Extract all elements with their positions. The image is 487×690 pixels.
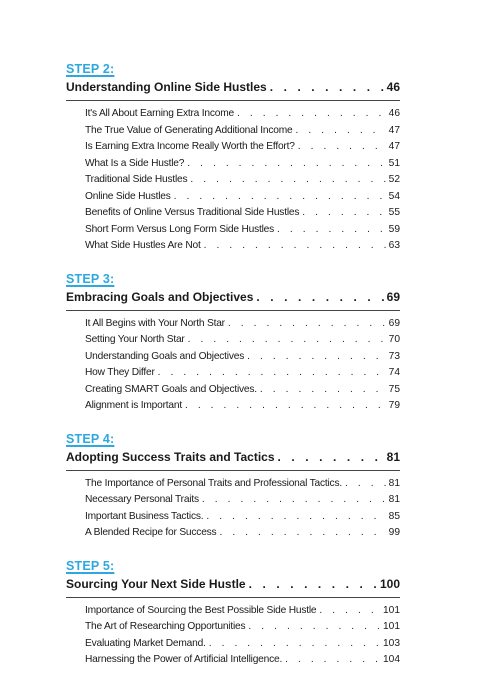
entry-page-number: 81	[388, 494, 400, 505]
entry-title: Creating SMART Goals and Objectives.	[85, 383, 257, 395]
entry-title: Harnessing the Power of Artificial Intelligence.	[85, 654, 283, 665]
dot-leader	[296, 123, 386, 140]
chapter-title: Embracing Goals and Objectives	[66, 289, 254, 304]
dot-leader	[206, 509, 385, 526]
dot-leader	[260, 382, 386, 399]
dot-leader	[237, 106, 386, 123]
entry-title: How They Differ	[85, 367, 155, 378]
chapter-heading[interactable]	[66, 287, 400, 311]
table-of-contents	[66, 62, 400, 686]
dot-leader	[256, 287, 383, 307]
toc-entry[interactable]	[85, 492, 400, 509]
entry-page-number: 54	[388, 190, 400, 202]
entry-page-number: 63	[388, 240, 400, 251]
entry-page-number: 55	[388, 207, 400, 218]
entry-page-number: 103	[383, 637, 400, 649]
toc-entry[interactable]	[85, 316, 400, 333]
toc-entry[interactable]	[85, 238, 400, 255]
entry-page-number: 79	[388, 400, 400, 411]
entry-title: Benefits of Online Versus Traditional Side Hustles	[85, 207, 300, 218]
toc-step-section	[66, 272, 400, 415]
toc-entry[interactable]	[85, 636, 400, 653]
dot-leader	[187, 156, 385, 173]
toc-entry[interactable]	[85, 222, 400, 239]
dot-leader	[190, 172, 385, 189]
chapter-heading[interactable]	[66, 447, 400, 471]
dot-leader	[158, 365, 386, 382]
chapter-page-number: 81	[386, 449, 400, 464]
dot-leader	[174, 189, 386, 206]
entry-page-number: 52	[388, 174, 400, 185]
step-label: STEP 4:	[66, 431, 115, 446]
entry-page-number: 69	[388, 317, 400, 329]
entry-title: The Importance of Personal Traits and Professional Tactics.	[85, 477, 342, 489]
dot-leader	[219, 525, 385, 542]
toc-entry[interactable]	[85, 156, 400, 173]
chapter-title: Understanding Online Side Hustles	[66, 80, 267, 94]
entry-title: Is Earning Extra Income Really Worth the Effort?	[85, 141, 295, 152]
entry-page-number: 74	[388, 367, 400, 378]
entry-page-number: 99	[388, 527, 400, 538]
dot-leader	[185, 398, 386, 415]
chapter-title: Sourcing Your Next Side Hustle	[66, 576, 246, 591]
entry-title: Importance of Sourcing the Best Possible Side Hustle	[85, 604, 317, 616]
toc-entry[interactable]	[85, 123, 400, 140]
toc-entry[interactable]	[85, 619, 400, 636]
entry-page-number: 81	[388, 477, 400, 489]
entry-title: What Side Hustles Are Not	[85, 240, 201, 251]
entry-page-number: 46	[388, 108, 400, 119]
toc-entry[interactable]	[85, 205, 400, 222]
entry-page-number: 104	[383, 654, 400, 665]
dot-leader	[278, 447, 384, 467]
entry-title: Traditional Side Hustles	[85, 174, 188, 185]
toc-entry[interactable]	[85, 476, 400, 493]
dot-leader	[302, 205, 385, 222]
entry-title: Necessary Personal Traits	[85, 494, 199, 505]
entry-title: What Is a Side Hustle?	[85, 157, 185, 169]
entry-title: Understanding Goals and Objectives	[85, 350, 245, 362]
step-label: STEP 5:	[66, 558, 115, 573]
entry-title: A Blended Recipe for Success	[85, 527, 217, 538]
entry-title: Alignment is Important	[85, 400, 182, 411]
toc-entry[interactable]	[85, 652, 400, 669]
toc-entry[interactable]	[85, 509, 400, 526]
dot-leader	[209, 636, 380, 653]
entry-page-number: 73	[388, 350, 400, 362]
chapter-page-number: 100	[379, 576, 400, 591]
dot-leader	[188, 332, 386, 349]
dot-leader	[277, 222, 386, 239]
entry-title: Setting Your North Star	[85, 334, 185, 345]
entry-title: The Art of Researching Opportunities	[85, 621, 246, 632]
toc-entry[interactable]	[85, 382, 400, 399]
dot-leader	[270, 77, 384, 97]
toc-entry[interactable]	[85, 332, 400, 349]
entry-page-number: 47	[388, 141, 400, 152]
toc-entry[interactable]	[85, 106, 400, 123]
toc-entry[interactable]	[85, 365, 400, 382]
toc-entry[interactable]	[85, 349, 400, 366]
step-label: STEP 3:	[66, 271, 115, 286]
dot-leader	[298, 139, 386, 156]
dot-leader	[345, 476, 386, 493]
toc-step-section	[66, 62, 400, 255]
dot-leader	[247, 349, 386, 366]
step-label: STEP 2:	[66, 62, 115, 76]
entry-title: Important Business Tactics.	[85, 510, 204, 522]
chapter-page-number: 69	[386, 289, 400, 304]
dot-leader	[202, 492, 386, 509]
entry-page-number: 101	[383, 621, 400, 632]
entry-title: It All Begins with Your North Star	[85, 317, 225, 329]
toc-entry[interactable]	[85, 139, 400, 156]
chapter-heading[interactable]	[66, 77, 400, 101]
dot-leader	[249, 574, 377, 594]
dot-leader	[204, 238, 386, 255]
toc-step-section	[66, 559, 400, 669]
dot-leader	[248, 619, 380, 636]
entry-page-number: 85	[388, 510, 400, 522]
dot-leader	[319, 603, 380, 620]
toc-entry[interactable]	[85, 172, 400, 189]
entry-page-number: 47	[388, 124, 400, 136]
dot-leader	[228, 316, 386, 333]
entry-page-number: 51	[388, 157, 400, 169]
toc-entry[interactable]	[85, 398, 400, 415]
dot-leader	[285, 652, 380, 669]
chapter-heading[interactable]	[66, 574, 400, 598]
entry-page-number: 59	[388, 223, 400, 235]
entry-title: Evaluating Market Demand.	[85, 637, 206, 649]
toc-step-section	[66, 432, 400, 542]
toc-entry[interactable]	[85, 189, 400, 206]
toc-entry[interactable]	[85, 603, 400, 620]
toc-entry[interactable]	[85, 525, 400, 542]
entry-title: Short Form Versus Long Form Side Hustles	[85, 223, 275, 235]
entry-title: Online Side Hustles	[85, 190, 171, 202]
entry-page-number: 101	[383, 604, 400, 616]
entry-page-number: 70	[388, 334, 400, 345]
entry-title: The True Value of Generating Additional Income	[85, 124, 293, 136]
entry-page-number: 75	[388, 383, 400, 395]
entry-title: It's All About Earning Extra Income	[85, 108, 234, 119]
chapter-page-number: 46	[386, 80, 400, 94]
chapter-title: Adopting Success Traits and Tactics	[66, 449, 275, 464]
